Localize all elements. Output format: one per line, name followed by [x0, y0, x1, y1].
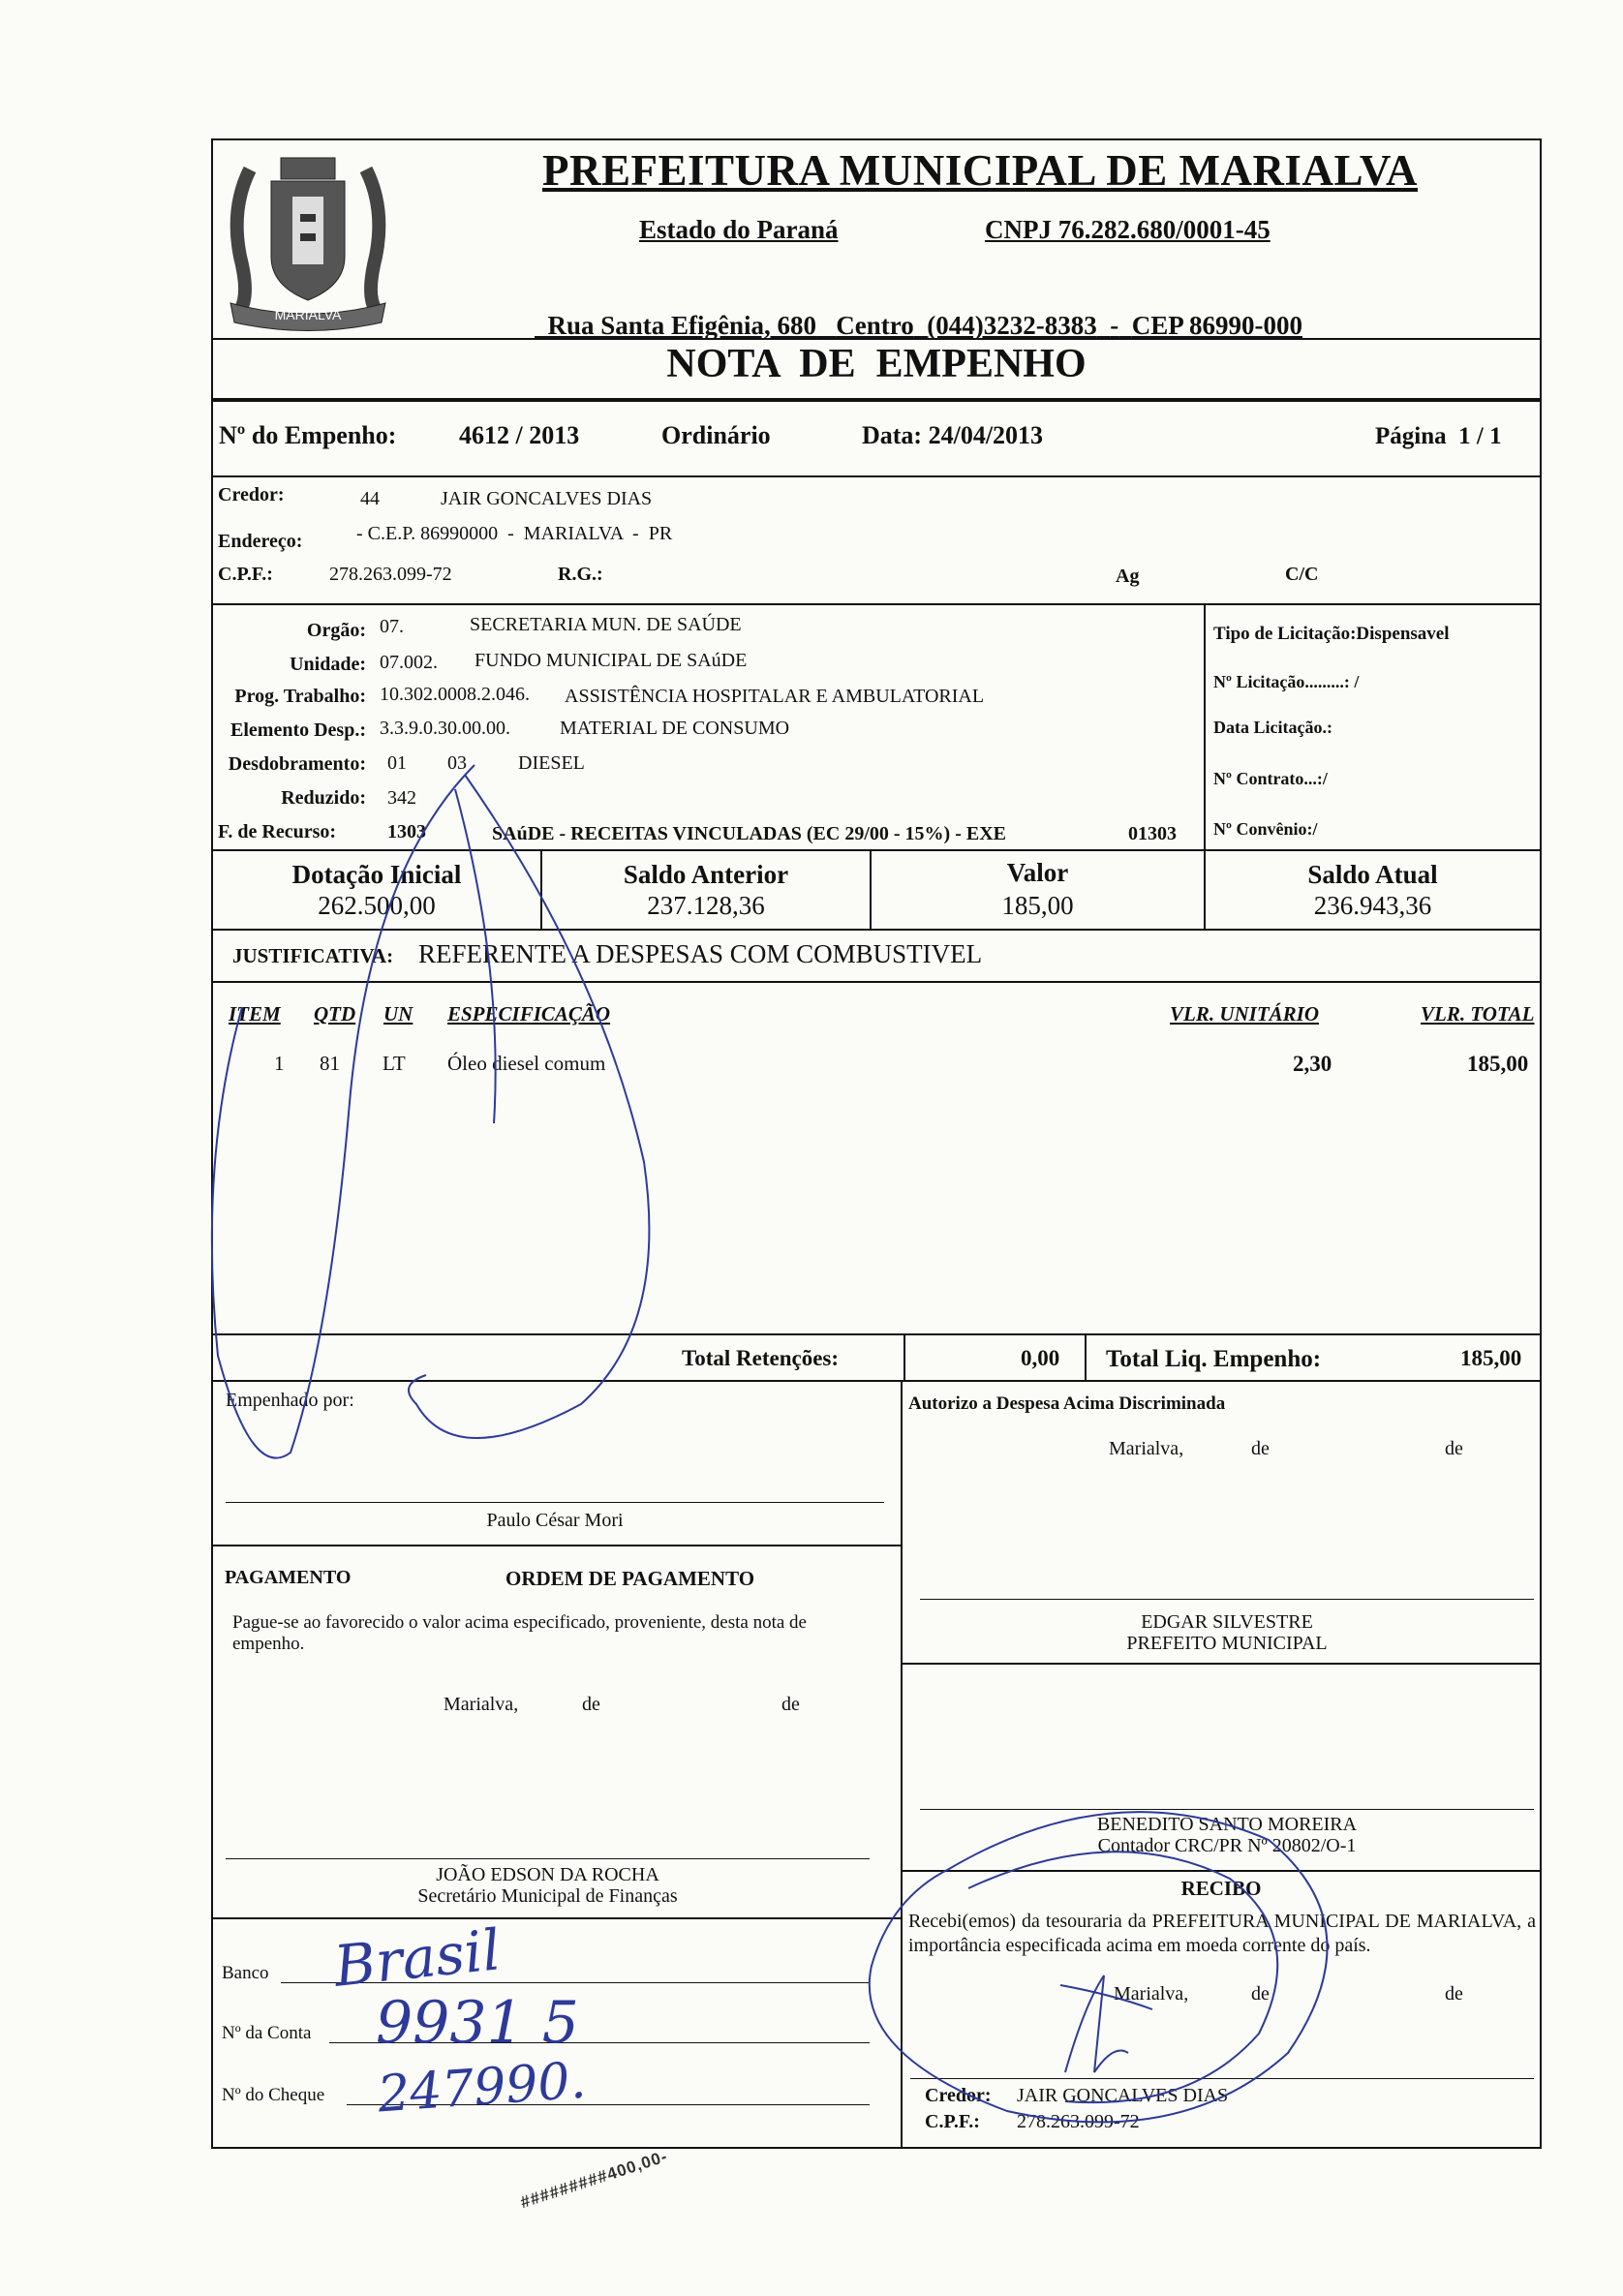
reduzido-value: 342 — [387, 787, 416, 809]
recibo-credor-label: Credor: — [925, 2085, 992, 2106]
autorizo-city: Marialva, — [1109, 1438, 1184, 1459]
header-state: Estado do Paraná — [639, 215, 839, 244]
col-total-header: VLR. TOTAL — [1421, 1002, 1535, 1026]
elem-code: 3.3.9.0.30.00.00. — [380, 718, 510, 739]
banco-label: Banco — [222, 1963, 269, 1983]
recurso-name: SAúDE - RECEITAS VINCULADAS (EC 29/00 - 15%) - EXE — [492, 823, 1006, 844]
header-cnpj: CNPJ 76.282.680/0001-45 — [985, 215, 1271, 244]
credor-label: Credor: — [218, 484, 285, 505]
doc-title: NOTA DE EMPENHO — [666, 342, 1087, 386]
crest-text: MARIALVA — [274, 307, 342, 322]
conta-label: Nº da Conta — [222, 2023, 312, 2043]
anterior-value: 237.128,36 — [647, 891, 765, 920]
licitacao-data: Data Licitação.: — [1213, 718, 1332, 737]
orgao-label: Orgão: — [306, 620, 366, 641]
licitacao-tipo: Tipo de Licitação:Dispensavel — [1213, 624, 1450, 644]
conta-handwritten: 9931 5 — [376, 1989, 579, 2057]
dotacao-label: Dotação Inicial — [291, 860, 462, 889]
pagamento-city: Marialva, — [444, 1694, 519, 1715]
atual-label: Saldo Atual — [1307, 860, 1438, 889]
check-print: #########400,00- — [518, 2146, 670, 2213]
elem-label: Elemento Desp.: — [230, 719, 366, 741]
rg-label: R.G.: — [558, 564, 603, 585]
atual-value: 236.943,36 — [1313, 891, 1432, 920]
credor-code: 44 — [360, 488, 380, 509]
orgao-code: 07. — [380, 616, 404, 637]
row-total: 185,00 — [1467, 1052, 1529, 1076]
autorizo-role: PREFEITO MUNICIPAL — [1126, 1633, 1328, 1654]
elem-name: MATERIAL DE CONSUMO — [560, 718, 790, 739]
recibo-cpf: 278.263.099-72 — [1017, 2111, 1140, 2132]
anterior-label: Saldo Anterior — [623, 860, 789, 889]
recibo-text: Recebi(emos) da tesouraria da PREFEITURA MUNICIPAL DE MARIALVA, a importância especificada acima em moeda corrente do país. — [908, 1911, 1536, 1956]
row-qtd: 81 — [320, 1052, 340, 1075]
recurso-code: 1303 — [387, 821, 426, 842]
cheque-label: Nº do Cheque — [222, 2085, 325, 2105]
address-cep: CEP 86990-000 — [1131, 311, 1303, 340]
unidade-label: Unidade: — [290, 654, 366, 675]
address-district: Centro — [836, 311, 914, 340]
empenho-label: Nº do Empenho: — [219, 421, 397, 449]
row-item: 1 — [274, 1052, 285, 1075]
licitacao-numero: Nº Licitação.........: / — [1213, 672, 1360, 691]
empenhado-name: Paulo César Mori — [486, 1510, 624, 1531]
col-espec-header: ESPECIFICAÇÃO — [447, 1002, 611, 1026]
header-title: PREFEITURA MUNICIPAL DE MARIALVA — [542, 146, 1419, 195]
ordem-label: ORDEM DE PAGAMENTO — [505, 1567, 755, 1590]
endereco-label: Endereço: — [218, 531, 303, 552]
pagamento-label: PAGAMENTO — [225, 1567, 352, 1588]
justificativa-label: JUSTIFICATIVA: — [232, 944, 394, 967]
recibo-cpf-label: C.P.F.: — [925, 2111, 980, 2132]
pagamento-de2: de — [781, 1694, 800, 1715]
retencoes-label: Total Retenções: — [682, 1346, 840, 1370]
endereco-value: - C.E.P. 86990000 - MARIALVA - PR — [356, 523, 673, 544]
row-unit: 2,30 — [1293, 1052, 1332, 1076]
col-un-header: UN — [383, 1002, 413, 1026]
col-unit-header: VLR. UNITÁRIO — [1170, 1002, 1320, 1026]
unidade-name: FUNDO MUNICIPAL DE SAúDE — [475, 650, 748, 671]
banco-handwritten: Brasil — [330, 1916, 504, 2000]
cpf-value: 278.263.099-72 — [329, 564, 452, 585]
cheque-handwritten: 247990. — [376, 2051, 588, 2125]
valor-label: Valor — [1006, 858, 1069, 887]
desd-b: 03 — [447, 752, 467, 774]
dotacao-value: 262.500,00 — [318, 891, 436, 920]
retencoes-value: 0,00 — [1021, 1346, 1060, 1370]
cc-label: C/C — [1285, 564, 1319, 585]
reduzido-label: Reduzido: — [281, 787, 366, 809]
recurso-num: 01303 — [1128, 823, 1177, 844]
credor-name: JAIR GONCALVES DIAS — [441, 488, 653, 509]
col-item-header: ITEM — [229, 1002, 281, 1026]
recibo-title: RECIBO — [1180, 1877, 1262, 1900]
licitacao-contrato: Nº Contrato...:/ — [1213, 769, 1328, 788]
empenho-type: Ordinário — [661, 421, 771, 449]
prog-label: Prog. Trabalho: — [234, 686, 366, 707]
empenhado-label: Empenhado por: — [226, 1390, 354, 1411]
autorizo-name: EDGAR SILVESTRE — [1141, 1611, 1313, 1633]
autorizo-label: Autorizo a Despesa Acima Discriminada — [908, 1393, 1226, 1414]
recurso-label: F. de Recurso: — [218, 821, 337, 842]
orgao-name: SECRETARIA MUN. DE SAÚDE — [470, 614, 742, 635]
valor-value: 185,00 — [1001, 891, 1074, 920]
liq-value: 185,00 — [1460, 1346, 1522, 1370]
contador-name: BENEDITO SANTO MOREIRA — [1096, 1814, 1358, 1835]
recibo-de1: de — [1251, 1983, 1270, 2005]
recibo-city: Marialva, — [1114, 1983, 1189, 2005]
empenho-date: Data: 24/04/2013 — [862, 421, 1044, 449]
pagamento-text: Pague-se ao favorecido o valor acima especificado, proveniente, desta nota de empenho. — [232, 1612, 807, 1654]
licitacao-convenio: Nº Convênio:/ — [1213, 819, 1318, 839]
empenho-page: Página 1 / 1 — [1375, 423, 1502, 449]
address-street: Rua Santa Efigênia, 680 — [547, 311, 817, 340]
autorizo-de2: de — [1445, 1438, 1463, 1459]
desd-name: DIESEL — [518, 752, 585, 774]
contador-role: Contador CRC/PR Nº 20802/O-1 — [1097, 1835, 1357, 1856]
autorizo-de1: de — [1251, 1438, 1270, 1459]
row-un: LT — [383, 1052, 406, 1075]
col-qtd-header: QTD — [314, 1002, 356, 1026]
address-dash: - — [1110, 311, 1119, 340]
desd-label: Desdobramento: — [228, 753, 366, 775]
row-espec: Óleo diesel comum — [447, 1052, 606, 1075]
ag-label: Ag — [1116, 566, 1140, 587]
recibo-de2: de — [1445, 1983, 1463, 2005]
pagamento-de1: de — [582, 1694, 600, 1715]
pagamento-name: JOÃO EDSON DA ROCHA — [436, 1864, 659, 1885]
prog-name: ASSISTÊNCIA HOSPITALAR E AMBULATORIAL — [565, 686, 985, 707]
prog-code: 10.302.0008.2.046. — [380, 684, 530, 705]
unidade-code: 07.002. — [380, 652, 438, 673]
pagamento-role: Secretário Municipal de Finanças — [417, 1885, 678, 1907]
recibo-credor: JAIR GONCALVES DIAS — [1017, 2085, 1229, 2106]
cpf-label: C.P.F.: — [218, 564, 273, 585]
liq-label: Total Liq. Empenho: — [1106, 1346, 1322, 1372]
empenho-number: 4612 / 2013 — [459, 421, 580, 449]
address-phone: (044)3232-8383 — [927, 311, 1097, 340]
justificativa-text: REFERENTE A DESPESAS COM COMBUSTIVEL — [418, 939, 983, 968]
desd-a: 01 — [387, 752, 407, 774]
